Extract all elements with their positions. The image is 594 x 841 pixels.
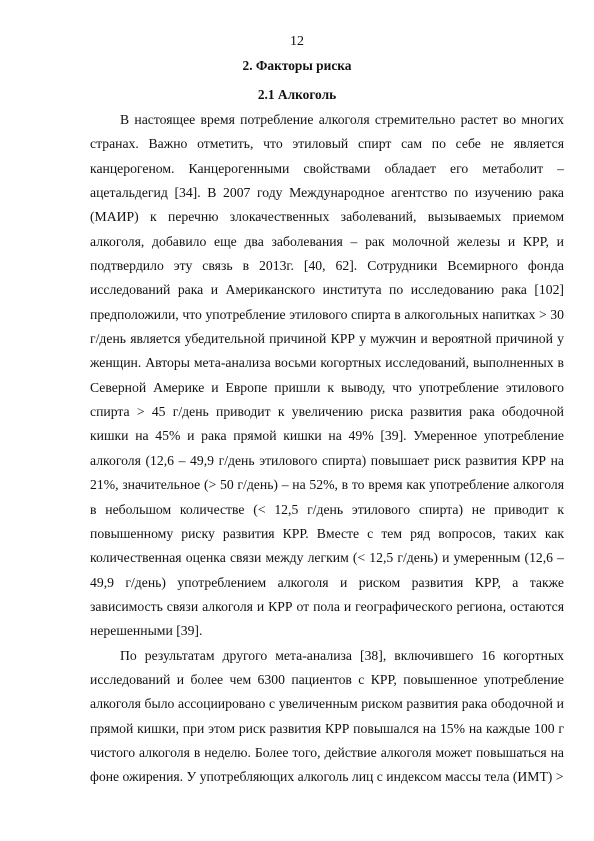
subsection-heading: 2.1 Алкоголь	[257, 87, 337, 102]
document-body	[90, 108, 564, 790]
paragraph-meta-analysis: По результатам другого мета-анализа [38], включившего 16 когортных исследований и более чем 6300 пациентов с КРР, повышенное употребление алкоголя было ассоциировано с увеличенным риском развития рака ободочной и прямой кишки, при этом риск развития КРР повышался на 15% на каждые 100 г чистого алкоголя в неделю. Более того, действие алкоголя может повышаться на фоне ожирения. У употребляющих алкоголь лиц с индексом массы тела (ИМТ) >	[90, 647, 564, 785]
paragraph-alcohol-risk: В настоящее время потребление алкоголя стремительно растет во многих странах. Важно отметить, что этиловый спирт сам по себе не является канцерогеном. Канцерогенными свойствами обладает его метаболит – ацетальдегид [34]. В 2007 году Международное агентство по изучению рака (МАИР) к перечню злокачественных заболеваний, вызываемых приемом алкоголя, добавило еще два заболевания – рак молочной железы и КРР, и подтвердило эту связь в 2013г. [40, 62]. Сотрудники Всемирного фонда исследований рака и Американского института по исследованию рака [102] предположили, что употребление этилового спирта в алкогольных напитках > 30 г/день является убедительной причиной КРР у мужчин и вероятной причиной у женщин. Авторы мета-анализа восьми когортных исследований, выполненных в Северной Америке и Европе пришли к выводу, что употребление этилового спирта > 45 г/день приводит к увеличению риска развития рака ободочной кишки на 45% и рака прямой кишки на 49% [39]. Умеренное употребление алкоголя (12,6 – 49,9 г/день этилового спирта) повышает риск развития КРР на 21%, значительное (> 50 г/день) – на 52%, в то время как употребление алкоголя в небольшом количестве (< 12,5 г/день этилового спирта) не приводит к повышенному риску развития КРР. Вместе с тем ряд вопросов, таких как количественная оценка связи между легким (< 12,5 г/день) и умеренным (12,6 – 49,9 г/день) употреблением алкоголя и риском развития КРР, а также зависимость связи алкоголя и КРР от пола и географического региона, остаются нерешенными [39].	[90, 112, 564, 639]
section-heading: 2. Факторы риска	[242, 58, 352, 73]
page-number: 12	[290, 34, 304, 49]
